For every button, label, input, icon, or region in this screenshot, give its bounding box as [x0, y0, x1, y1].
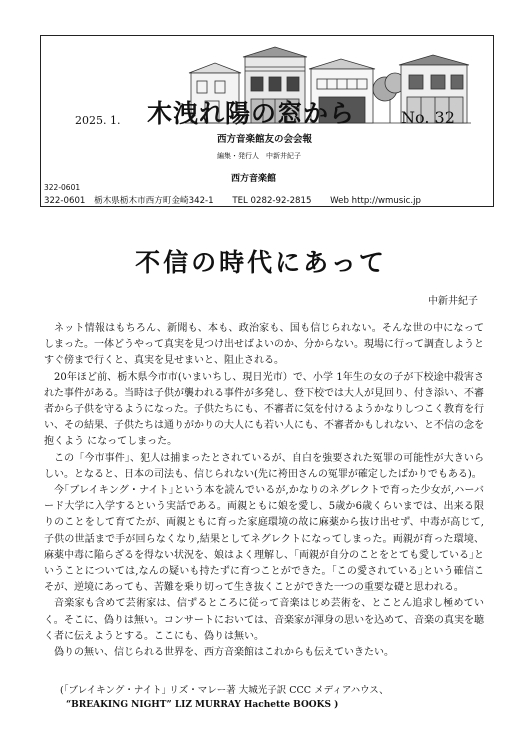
- address: 栃木県栃木市西方町金崎342-1: [94, 196, 214, 206]
- publisher-name: 西方音楽館: [231, 174, 277, 184]
- editor-credit: 編集・発行人 中新井紀子: [217, 152, 301, 160]
- postal-code: 322-0601: [44, 196, 86, 206]
- paragraph: 音楽家も含めて芸術家は、信ずるところに従って音楽はじめ芸術を、とことん追求し極めていく。そこに、偽りは無い。コンサートにおいては、音楽家が渾身の思いを込めて、音楽の真実を聴く者に伝えようとする。ここにも、偽りは無い。: [44, 598, 484, 642]
- citation-line: (｢ブレイキング・ナイト｣ リズ・マレー著 大城光子訳 CCC メディアハウス、: [60, 685, 389, 696]
- newsletter-title: 木洩れ陽の窓から: [147, 99, 356, 128]
- paragraph: この「今市事件」、犯人は捕まったとされているが、自白を強要された冤罪の可能性が大きいらしい。となると、日本の司法も、信じられない(先に袴田さんの冤罪が確定したばかりでもある)。: [44, 452, 484, 480]
- book-citation: [60, 683, 490, 713]
- author-name: 中新井紀子: [428, 296, 478, 307]
- issue-date: 2025. 1.: [75, 114, 121, 127]
- paragraph: 偽りの無い、信じられる世界を、西方音楽館はこれからも伝えていきたい。: [54, 647, 394, 659]
- article-title: 不信の時代にあって: [135, 248, 387, 277]
- paragraph: ネット情報はもちろん、新聞も、本も、政治家も、国も信じられない。そんな世の中になってしまった。一体どうやって真実を見つけ出せばよいのか、分からない。現場に行って調査しようとすぐ傍まで行くと、真実を見せまいと、阻止される。: [44, 323, 484, 367]
- paragraph: 20年ほど前、栃木県今市市(いまいちし、現日光市）で、小学 1年生の女の子が下校途中殺害された事件がある。当時は子供が襲われる事件が多発し、登下校では大人が見回り、付き添い、不審者から子供を守るようになった。子供たちにも、不審者に気を付けるようかなりしつこく教育を行い、その結果、子供たちは通りがかりの大人にも若い人にも、不審者かもしれない、と不信の念を抱くよう になってしまった。: [44, 371, 484, 448]
- newsletter-subtitle: 西方音楽館友の会会報: [217, 134, 313, 145]
- issue-number: No. 32: [401, 108, 455, 127]
- postal-code-label: 322-0601: [44, 183, 81, 192]
- masthead: [40, 35, 494, 207]
- article-body: [44, 321, 484, 661]
- website-link[interactable]: Web http://wmusic.jp: [330, 196, 421, 206]
- contact-line: [44, 194, 489, 206]
- phone-number: TEL 0282-92-2815: [232, 196, 312, 206]
- paragraph: 今｢ブレイキング・ナイト｣という本を読んでいるが,かなりのネグレクトで育った少女が,ハーバード大学に入学するという実話である。両親ともに娘を愛し、5歳か6歳くらいまでは、出来る限りのことをして育てたが、両親ともに育った家庭環境の故に麻薬から抜け出せず、中毒が高じて,子供の世話まで手が回らなくなり,結果としてネグレクトになってしまった。両親が育った環境、麻薬中毒に陥らざるを得ない状況を、娘はよく理解し、｢両親が自分のことをとても愛している｣ということについては,なんの疑いも持たずに育つことができた。｢この愛されている｣という確信こそが、逆境にあっても、苦難を乗り切って生き抜くことができた一つの重要な礎と思われる。: [44, 485, 484, 594]
- citation-line: “BREAKING NIGHT” LIZ MURRAY Hachette BOOKS ): [66, 700, 339, 710]
